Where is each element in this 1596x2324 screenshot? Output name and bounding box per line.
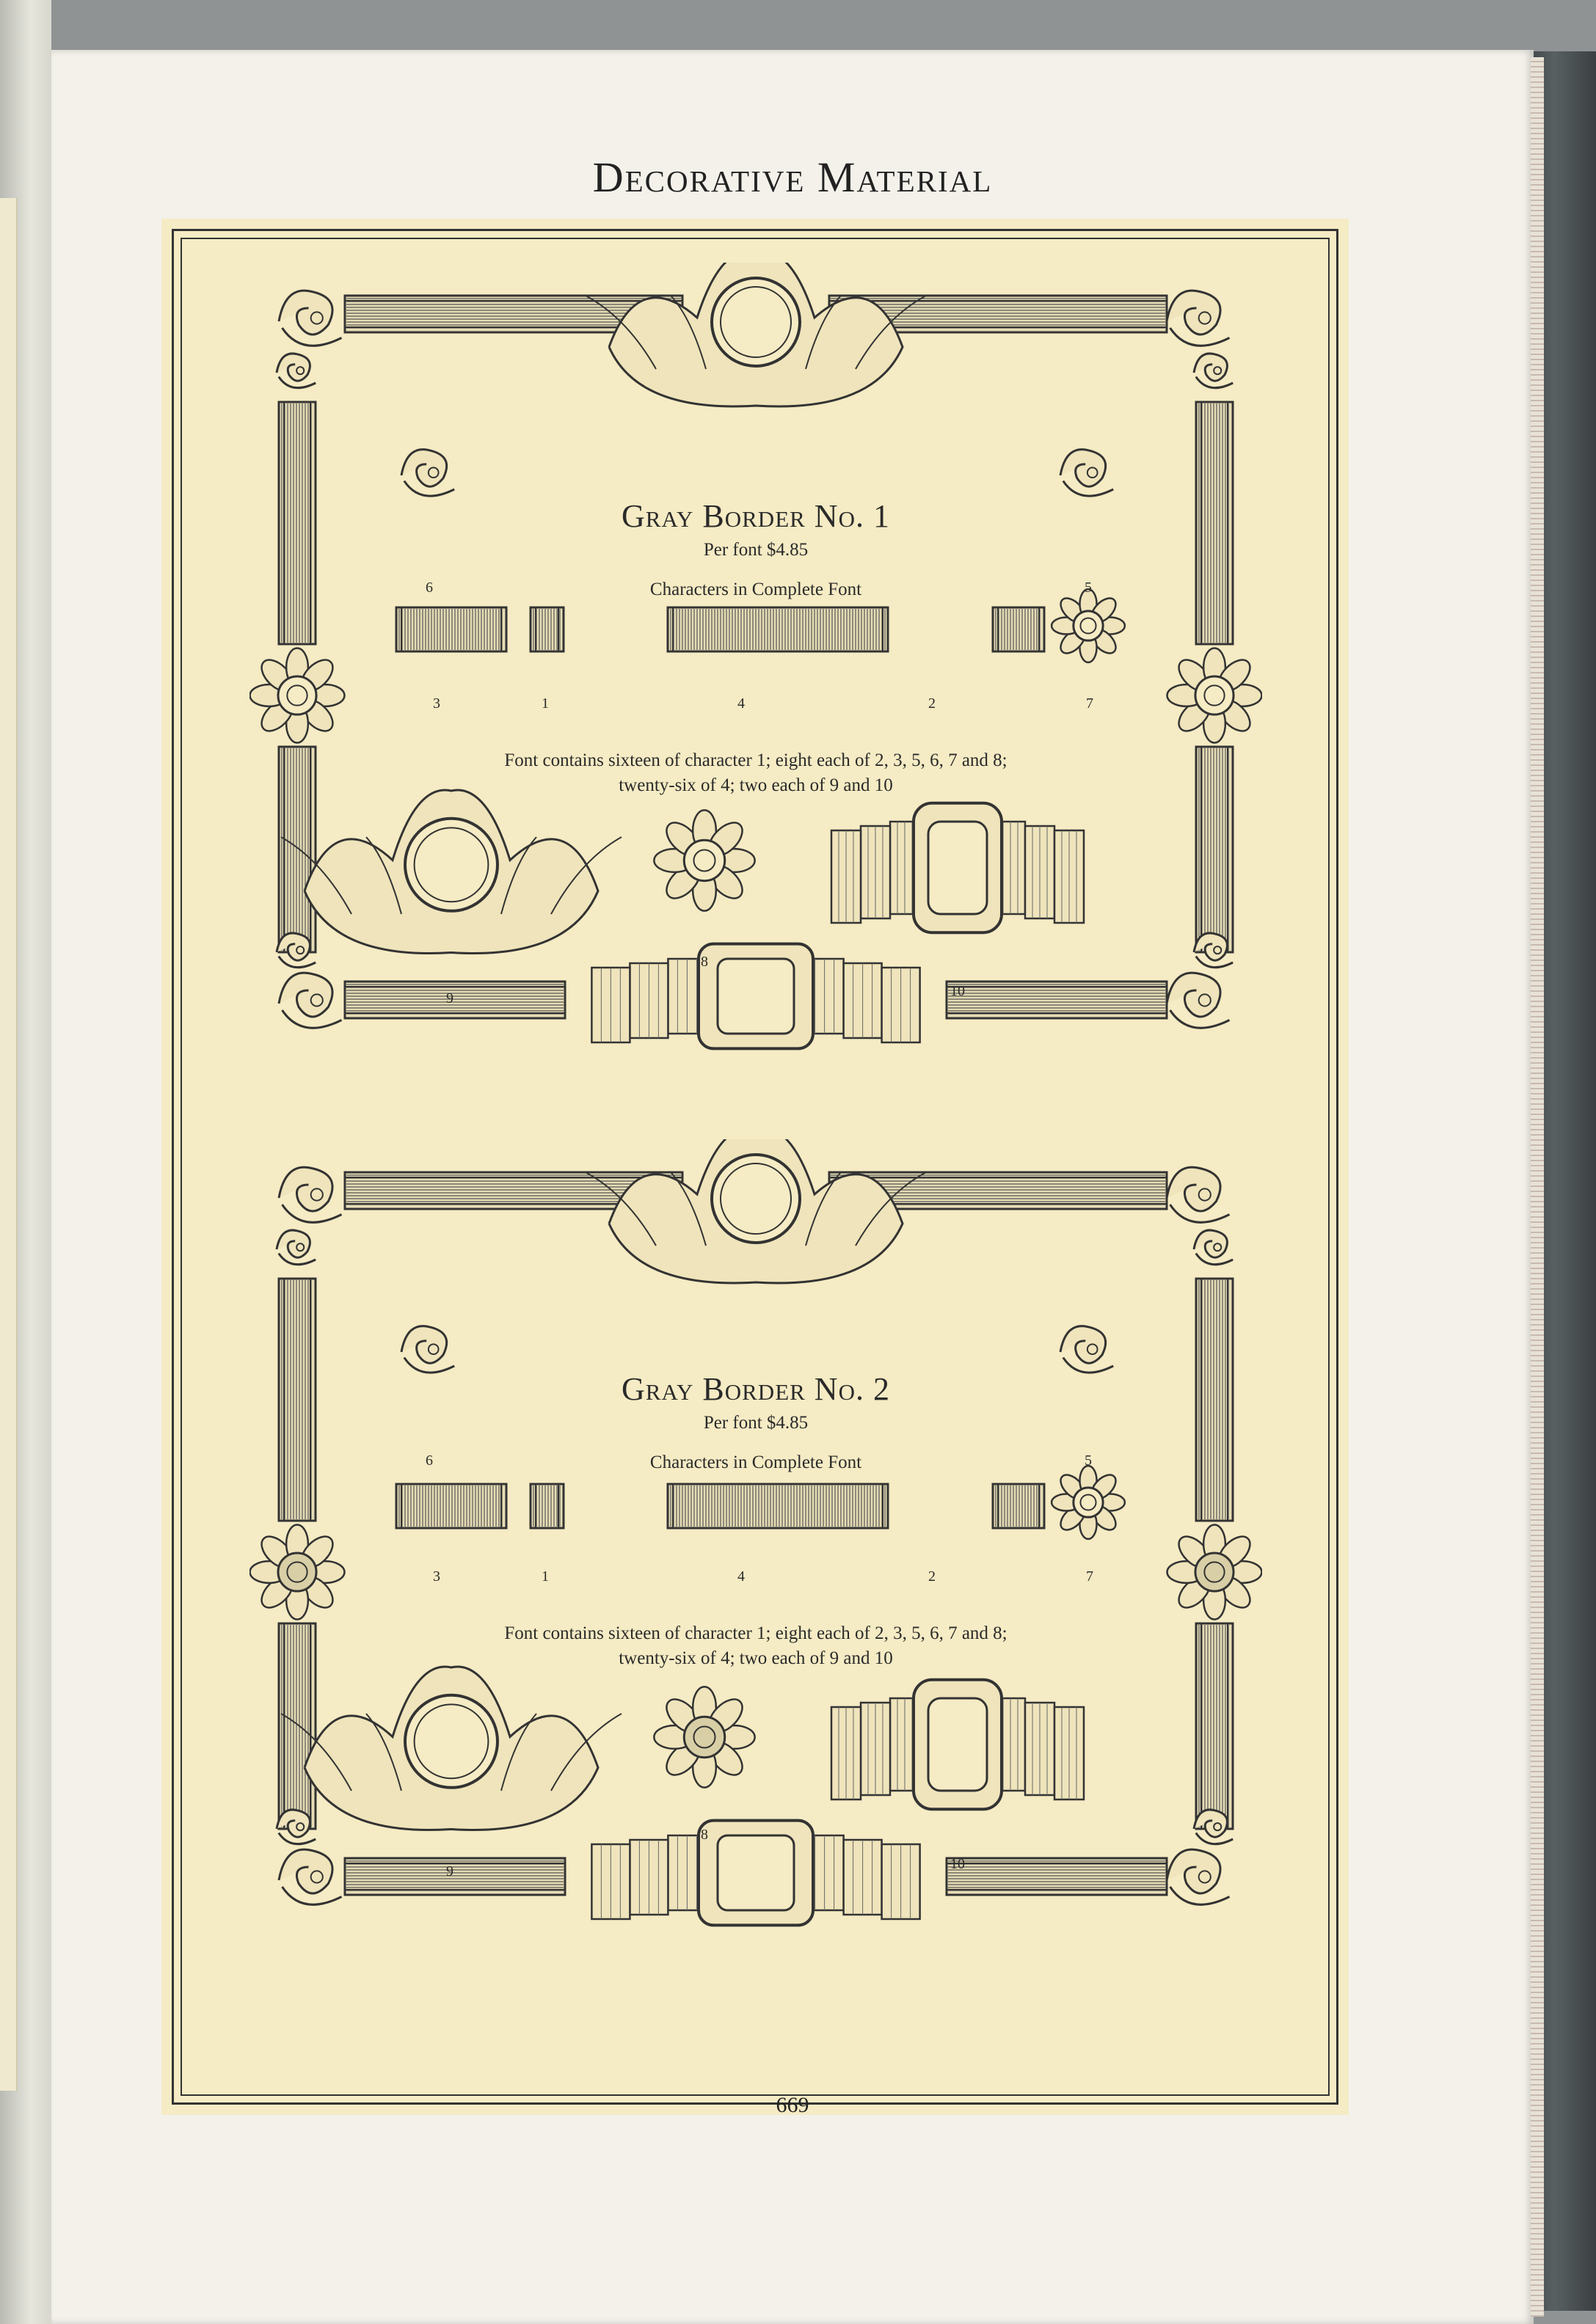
previous-page-edge xyxy=(0,198,18,2091)
specimen-plate xyxy=(161,219,1349,2115)
border-price: Per font $4.85 xyxy=(703,540,809,560)
char-label-6: 6 xyxy=(426,580,433,596)
char-label-7: 7 xyxy=(1086,695,1093,712)
char-label-9: 9 xyxy=(446,1863,453,1879)
char-label-7: 7 xyxy=(1086,1568,1093,1585)
char-label-2: 2 xyxy=(928,1568,936,1585)
char-label-4: 4 xyxy=(737,1568,745,1585)
char-label-2: 2 xyxy=(928,695,936,712)
ornamental-border-frame-icon xyxy=(249,1139,1262,1954)
page-number: 669 xyxy=(776,2093,809,2117)
char-label-10: 10 xyxy=(950,983,965,999)
font-contents-line-2: twenty-six of 4; two each of 9 and 10 xyxy=(619,1648,893,1668)
char-label-8: 8 xyxy=(701,1827,708,1843)
border-title: Gray Border No. 2 xyxy=(622,1371,890,1407)
char-label-1: 1 xyxy=(542,1568,549,1585)
char-label-9: 9 xyxy=(446,990,453,1006)
char-label-4: 4 xyxy=(737,695,745,712)
font-contents-line-1: Font contains sixteen of character 1; eight each of 2, 3, 5, 6, 7 and 8; xyxy=(504,1623,1007,1643)
char-label-3: 3 xyxy=(433,1568,440,1585)
ornamental-border-frame-icon xyxy=(249,263,1262,1077)
char-label-1: 1 xyxy=(542,695,549,712)
char-label-5: 5 xyxy=(1085,580,1092,596)
font-contents-line-1: Font contains sixteen of character 1; eight each of 2, 3, 5, 6, 7 and 8; xyxy=(504,750,1007,770)
book-page xyxy=(51,50,1534,2324)
characters-heading: Characters in Complete Font xyxy=(649,580,862,599)
font-contents-line-2: twenty-six of 4; two each of 9 and 10 xyxy=(619,775,893,795)
page-stack-edges xyxy=(1531,57,1544,2317)
char-label-10: 10 xyxy=(950,1856,965,1872)
char-label-3: 3 xyxy=(433,695,440,712)
characters-heading: Characters in Complete Font xyxy=(649,1452,862,1472)
running-head: Decorative Material xyxy=(592,153,993,201)
char-label-6: 6 xyxy=(426,1452,433,1469)
border-price: Per font $4.85 xyxy=(703,1413,809,1433)
border-specimen-2 xyxy=(249,1139,1262,1954)
border-title: Gray Border No. 1 xyxy=(622,498,890,534)
char-label-5: 5 xyxy=(1085,1452,1092,1469)
border-specimen-1 xyxy=(249,263,1262,1077)
char-label-8: 8 xyxy=(701,954,708,970)
